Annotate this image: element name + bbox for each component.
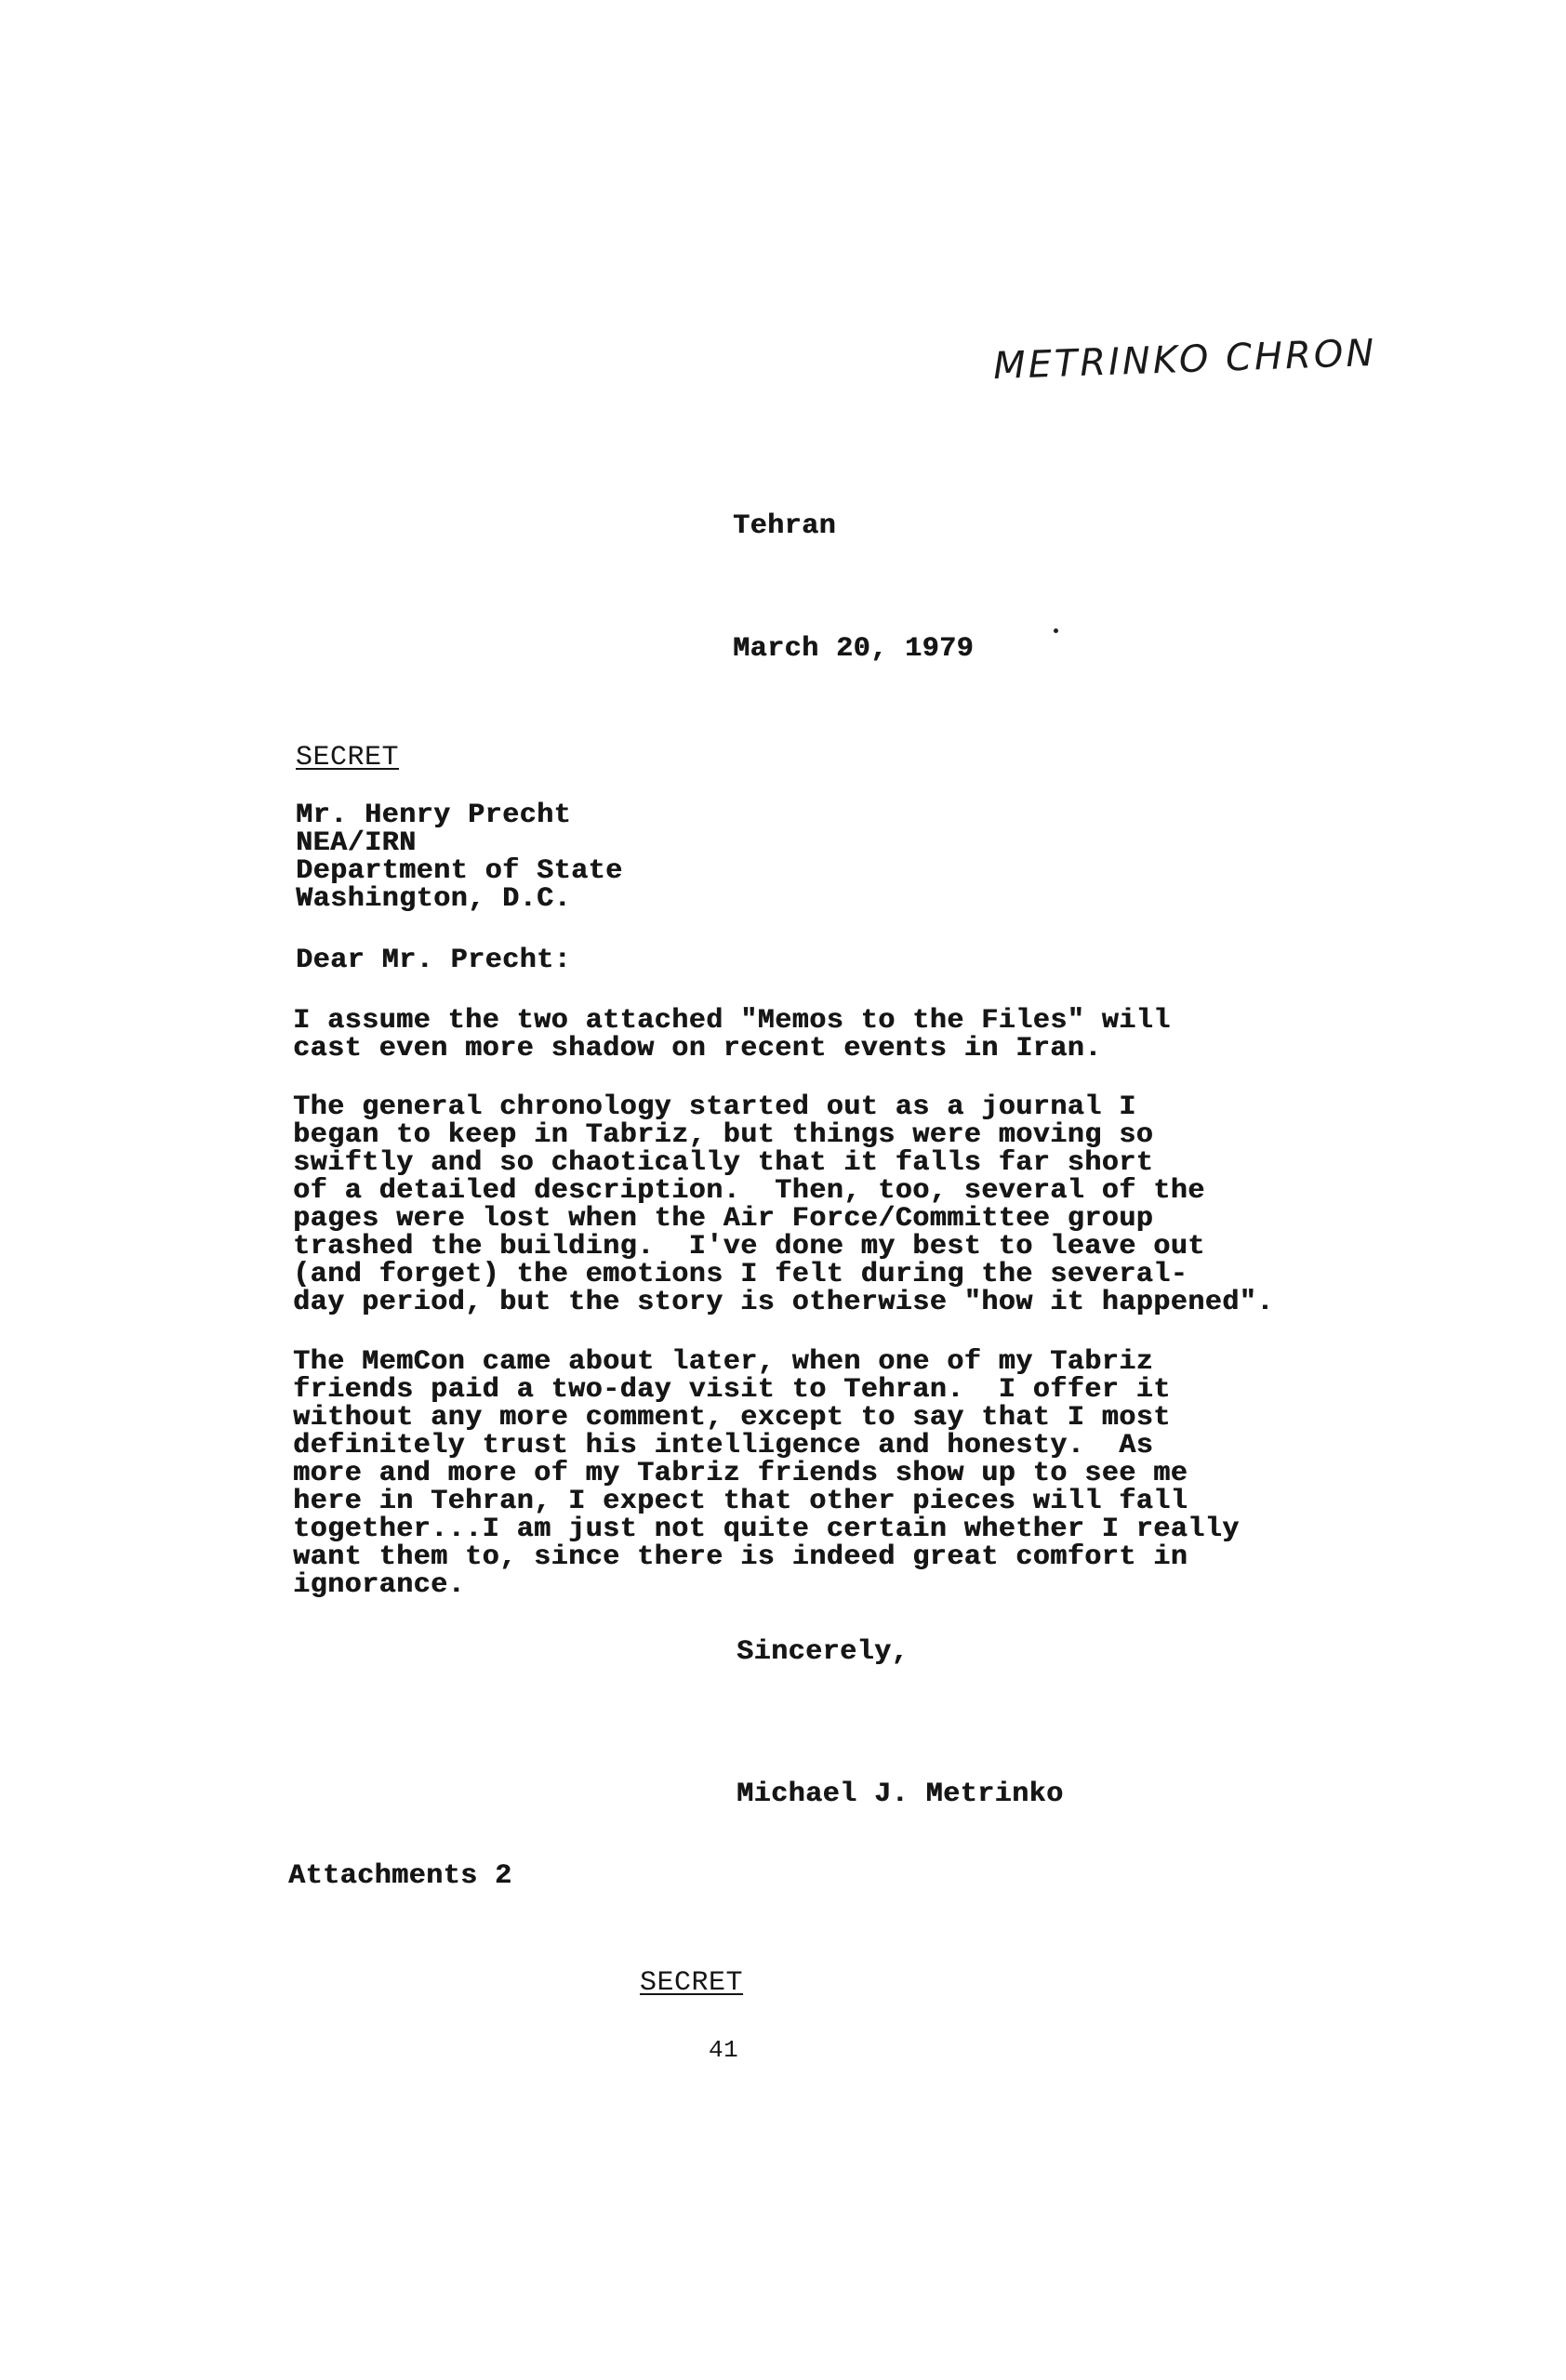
place-line: Tehran [733,510,837,542]
addressee-line: Mr. Henry Precht [296,800,572,831]
salutation: Dear Mr. Precht: [296,945,572,976]
attachments-line: Attachments 2 [288,1860,512,1892]
paragraph-line: began to keep in Tabriz, but things were moving so [293,1119,1154,1151]
handwritten-annotation: METRINKO CHRON [992,331,1377,389]
paragraph-line: without any more comment, except to say that I most [293,1402,1171,1434]
paragraph-line: want them to, since there is indeed great comfort in [293,1541,1188,1573]
paragraph-line: (and forget) the emotions I felt during the several- [293,1259,1188,1290]
addressee-line: NEA/IRN [296,827,417,859]
signatory: Michael J. Metrinko [737,1778,1064,1810]
paragraph-line: of a detailed description. Then, too, several of the [293,1175,1205,1207]
addressee-line: Washington, D.C. [296,883,572,915]
paragraph-3 [293,1348,1288,1599]
paragraph-line: cast even more shadow on recent events in Iran. [293,1033,1102,1064]
paragraph-2 [293,1093,1288,1316]
classification-bottom: SECRET [640,1967,744,1999]
stray-mark [1054,628,1058,633]
paragraph-line: pages were lost when the Air Force/Committee group [293,1203,1154,1235]
paragraph-line: together...I am just not quite certain whether I really [293,1514,1240,1545]
closing: Sincerely, [737,1636,909,1668]
paragraph-line: I assume the two attached "Memos to the Files" will [293,1005,1171,1037]
classification-top: SECRET [296,742,400,774]
paragraph-line: more and more of my Tabriz friends show up to see me [293,1458,1188,1489]
addressee-line: Department of State [296,855,623,887]
paragraph-line: day period, but the story is otherwise "how it happened". [293,1287,1274,1318]
paragraph-line: swiftly and so chaotically that it falls far short [293,1147,1154,1179]
paragraph-1 [293,1007,1288,1063]
paragraph-line: friends paid a two-day visit to Tehran. I offer it [293,1374,1171,1406]
paragraph-line: trashed the building. I've done my best to leave out [293,1231,1205,1263]
paragraph-line: The general chronology started out as a journal I [293,1091,1136,1123]
page-number: 41 [709,2036,739,2064]
paragraph-line: ignorance. [293,1569,466,1601]
paragraph-line: here in Tehran, I expect that other pieces will fall [293,1486,1188,1517]
paragraph-line: definitely trust his intelligence and honesty. As [293,1430,1154,1461]
date-line: March 20, 1979 [733,633,975,665]
paragraph-line: The MemCon came about later, when one of my Tabriz [293,1346,1154,1378]
